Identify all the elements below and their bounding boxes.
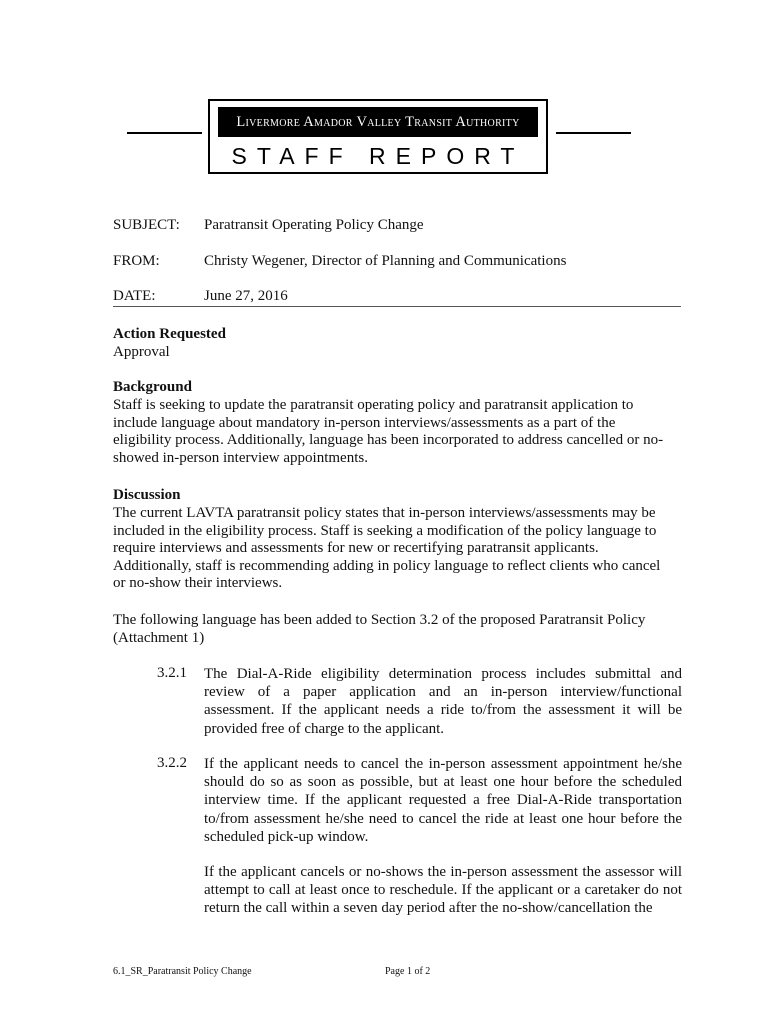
discussion-line: included in the eligibility process. Staff is seeking a modification of the policy language to xyxy=(113,522,657,539)
following-line: The following language has been added to Section 3.2 of the proposed Paratransit Policy xyxy=(113,612,646,628)
background-line: showed in-person interview appointments. xyxy=(113,449,368,466)
background-line: include language about mandatory in-person interviews/assessments as a part of the xyxy=(113,414,616,431)
following-line: (Attachment 1) xyxy=(113,629,205,646)
date-value: June 27, 2016 xyxy=(204,288,288,304)
from-label: FROM: xyxy=(113,253,160,269)
item-text-3-2-2-continuation: If the applicant cancels or no-shows the in-person assessment the assessor will attempt to call at least once to reschedule. If the applicant or a caretaker do not return the call within a seven day period after the no-show/cancellation the xyxy=(204,864,682,917)
item-text-3-2-2: If the applicant needs to cancel the in-person assessment appointment he/she should do so as soon as possible, but at least one hour before the scheduled interview time. If the applicant requested a free Dial-A-Ride transportation to/from assessment he/she need to cancel the ride at least one hour before the scheduled pick-up window. xyxy=(204,756,682,845)
action-heading: Action Requested xyxy=(113,326,226,342)
discussion-line: require interviews and assessments for new or recertifying paratransit applicants. xyxy=(113,540,599,557)
item-number-3-2-1: 3.2.1 xyxy=(157,665,187,681)
report-title: STAFF REPORT xyxy=(231,143,525,169)
background-paragraph xyxy=(113,397,683,467)
discussion-line: The current LAVTA paratransit policy states that in-person interviews/assessments may be xyxy=(113,505,656,521)
header-rule-right xyxy=(556,132,631,134)
subject-label: SUBJECT: xyxy=(113,217,180,233)
from-value: Christy Wegener, Director of Planning and Communications xyxy=(204,253,567,269)
background-line: Staff is seeking to update the paratransit operating policy and paratransit application to xyxy=(113,397,634,413)
subject-value: Paratransit Operating Policy Change xyxy=(204,217,424,233)
date-label: DATE: xyxy=(113,288,156,304)
staff-report-logo xyxy=(208,99,548,174)
organization-banner: Livermore Amador Valley Transit Authority xyxy=(218,107,538,137)
background-line: eligibility process. Additionally, language has been incorporated to address cancelled or no- xyxy=(113,432,664,449)
following-paragraph xyxy=(113,612,683,647)
discussion-line: Additionally, staff is recommending adding in policy language to reflect clients who cancel xyxy=(113,557,661,574)
item-number-3-2-2: 3.2.2 xyxy=(157,755,187,771)
footer-page-number: Page 1 of 2 xyxy=(385,966,431,977)
discussion-line: or no-show their interviews. xyxy=(113,575,283,592)
background-heading: Background xyxy=(113,379,192,395)
action-text: Approval xyxy=(113,344,170,360)
discussion-heading: Discussion xyxy=(113,487,181,503)
header-rule-left xyxy=(127,132,202,134)
header-divider xyxy=(113,306,681,307)
item-text-3-2-1: The Dial-A-Ride eligibility determination process includes submittal and review of a paper application and an in-person interview/functional assessment. If the applicant needs a ride to/from the assessment it will be provided free of charge to the applicant. xyxy=(204,666,682,737)
footer-filename: 6.1_SR_Paratransit Policy Change xyxy=(113,966,252,977)
discussion-paragraph xyxy=(113,505,683,593)
